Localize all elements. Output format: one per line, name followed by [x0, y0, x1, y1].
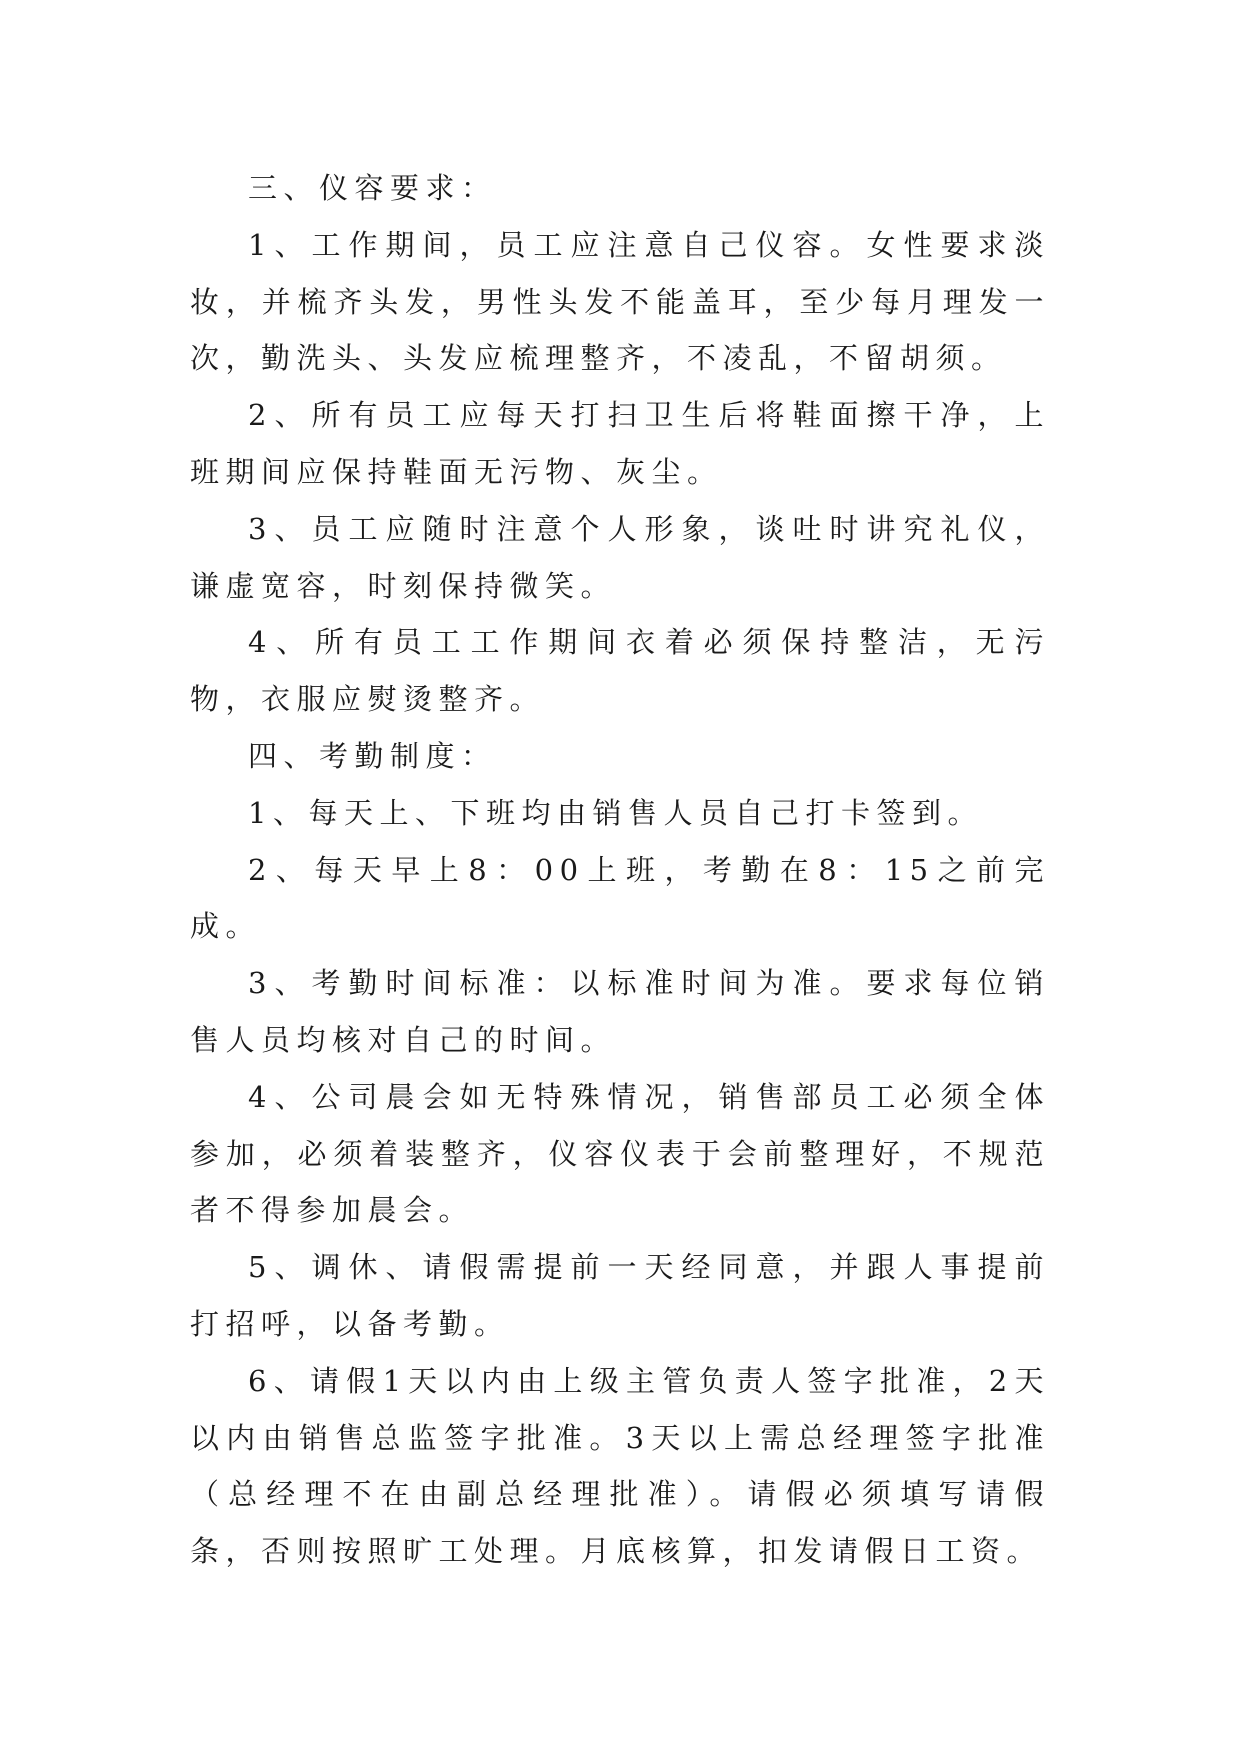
- appearance-rule-1: 1、工作期间，员工应注意自己仪容。女性要求淡妆，并梳齐头发，男性头发不能盖耳，至少每月理发一次，勤洗头、头发应梳理整齐，不凌乱，不留胡须。: [190, 227, 1050, 376]
- attendance-rule-4: 4、公司晨会如无特殊情况，销售部员工必须全体参加，必须着装整齐，仪容仪表于会前整理好，不规范者不得参加晨会。: [190, 1079, 1050, 1228]
- attendance-rule-1: 1、每天上、下班均由销售人员自己打卡签到。: [248, 795, 983, 830]
- attendance-rule-5: 5、调休、请假需提前一天经同意，并跟人事提前打招呼，以备考勤。: [190, 1250, 1050, 1341]
- document-body: [190, 160, 1050, 1580]
- section-heading-attendance: 四、考勤制度：: [248, 738, 497, 773]
- attendance-rule-6: 6、请假1天以内由上级主管负责人签字批准，2天以内由销售总监签字批准。3天以上需总经理签字批准（总经理不在由副总经理批准）。请假必须填写请假条，否则按照旷工处理。月底核算，扣发请假日工资。: [190, 1363, 1050, 1569]
- appearance-rule-4: 4、所有员工工作期间衣着必须保持整洁，无污物，衣服应熨烫整齐。: [190, 625, 1050, 717]
- appearance-rule-2: 2、所有员工应每天打扫卫生后将鞋面擦干净，上班期间应保持鞋面无污物、灰尘。: [190, 398, 1050, 489]
- attendance-rule-2: 2、每天早上8：00上班，考勤在8：15之前完成。: [190, 852, 1050, 944]
- section-heading-appearance: 三、仪容要求：: [248, 171, 497, 205]
- appearance-rule-3: 3、员工应随时注意个人形象，谈吐时讲究礼仪，谦虚宽容，时刻保持微笑。: [190, 511, 1050, 603]
- attendance-rule-3: 3、考勤时间标准：以标准时间为准。要求每位销售人员均核对自己的时间。: [190, 966, 1050, 1057]
